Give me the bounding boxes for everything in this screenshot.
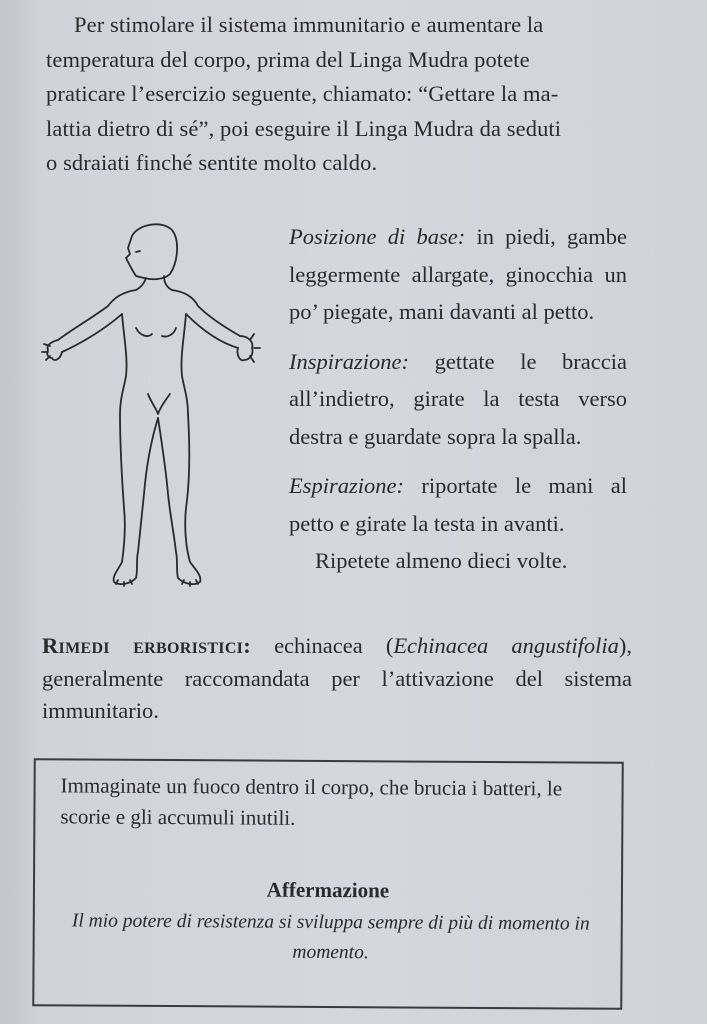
step-inspire-text: gettate le braccia all’indietro, girate la testa verso destra e guardate sopra la spalla. (289, 348, 627, 449)
intro-line: temperatura del corpo, prima del Linga Mudra potete (46, 46, 530, 72)
step-inspire-label: Inspirazione: (289, 348, 409, 374)
remedies-latin-name: Echinacea angustifolia (393, 633, 619, 658)
affirmation-title: Affermazione (266, 877, 390, 903)
exercise-steps (289, 218, 627, 592)
remedies-heading: Rimedi erboristici: (42, 633, 251, 658)
visualization-text: Immaginate un fuoco dentro il corpo, che brucia i batteri, le scorie e gli accumuli inutili. (60, 773, 563, 830)
step-expire-text: riportate le mani al petto e girate la testa in avanti. (289, 473, 627, 536)
step-expire-label: Espirazione: (289, 473, 404, 498)
remedies-text-before: echinacea ( (251, 633, 394, 658)
step-expire (289, 467, 627, 542)
intro-line: Per stimolare il sistema immunitario e aumentare la (74, 12, 544, 37)
affirmation-text: Il mio potere di resistenza si sviluppa sempre di più di momento in momento. (71, 910, 590, 964)
step-repeat: Ripetete almeno dieci volte. (315, 548, 568, 573)
intro-line: lattia dietro di sé”, poi eseguire il Linga Mudra da seduti (46, 115, 562, 141)
intro-line: praticare l’esercizio seguente, chiamato: “Gettare la ma- (46, 81, 559, 107)
intro-paragraph (46, 8, 632, 181)
intro-line: o sdraiati finché sentite molto caldo. (46, 150, 378, 176)
herbal-remedies (42, 630, 632, 728)
step-inspire (289, 343, 627, 456)
affirmation-box (32, 758, 624, 1010)
remedies-text-after: ), generalmente raccomandata per l’attivazione del sistema immunitario. (42, 633, 632, 723)
step-base-text: in piedi, gambe leggermente allargate, ginocchia un po’ piegate, mani davanti al petto. (289, 224, 627, 324)
step-base-label: Posizione di base: (289, 224, 466, 249)
human-figure-icon (40, 218, 265, 598)
step-base (289, 218, 627, 331)
